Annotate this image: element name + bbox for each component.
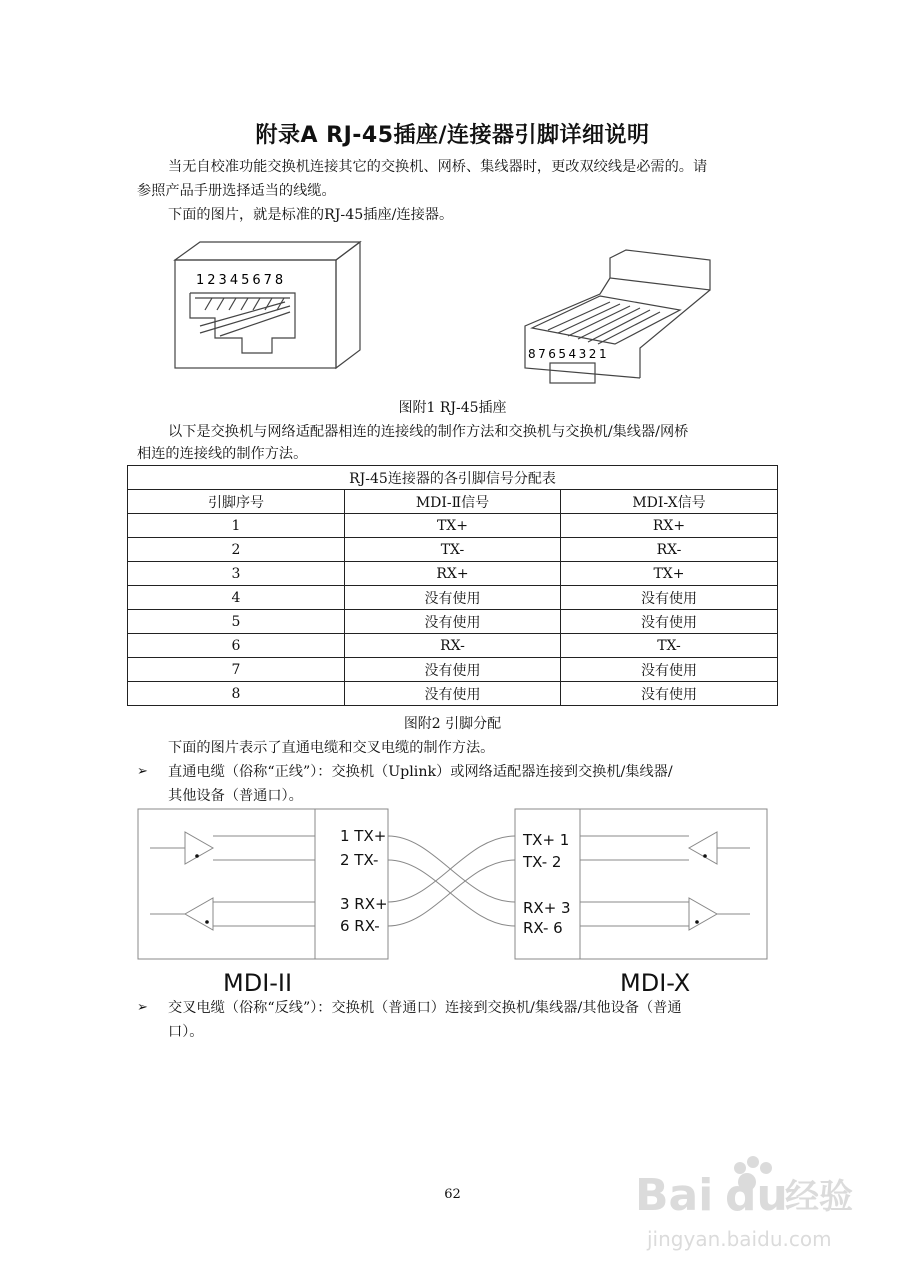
table-row (128, 586, 778, 610)
mdi-x-label: MDI-X (620, 969, 691, 996)
table-caption: 图附2 引脚分配 (403, 716, 502, 732)
wiring-diagram (135, 806, 775, 996)
page-number: 62 (444, 1187, 461, 1202)
watermark-url: jingyan.baidu.com (647, 1227, 832, 1251)
watermark-product: 经验 (785, 1177, 853, 1217)
crossover-cable-lines (388, 836, 515, 926)
bullet-arrow-icon: ➢ (137, 764, 148, 779)
left-pin-label: 2 TX- (340, 851, 379, 869)
header-mdi-x: MDI-X信号 (561, 490, 778, 514)
pin-assignment-table (127, 465, 778, 706)
cell-mdi-ii: RX+ (345, 562, 561, 586)
plug-pin-labels: 87654321 (528, 347, 610, 361)
right-pin-label: TX- 2 (523, 853, 562, 871)
table-title-row (128, 466, 778, 490)
intro-line-1: 当无自校准功能交换机连接其它的交换机、网桥、集线器时，更改双绞线是必需的。请 (168, 159, 708, 175)
cell-mdi-x: TX+ (561, 562, 778, 586)
cell-mdi-x: 没有使用 (561, 658, 778, 682)
table-header-row (128, 490, 778, 514)
cell-pin: 5 (128, 610, 345, 634)
intro-line-3: 下面的图片，就是标准的RJ-45插座/连接器。 (168, 207, 454, 223)
intro-line-2: 参照产品手册选择适当的线缆。 (137, 183, 336, 199)
rj45-figure (160, 238, 740, 398)
para2-line-2: 相连的连接线的制作方法。 (137, 446, 308, 462)
cell-mdi-ii: 没有使用 (345, 586, 561, 610)
header-pin: 引脚序号 (128, 490, 345, 514)
table-row (128, 562, 778, 586)
cell-pin: 3 (128, 562, 345, 586)
para2-line-1: 以下是交换机与网络适配器相连的连接线的制作方法和交换机与交换机/集线器/网桥 (168, 424, 689, 440)
table-row (128, 610, 778, 634)
rx-amplifier-icon (689, 832, 717, 864)
watermark-brand: Bai (635, 1170, 714, 1221)
bullet2-line-1: 交叉电缆（俗称“反线”）：交换机（普通口）连接到交换机/集线器/其他设备（普通 (168, 1000, 682, 1016)
cell-mdi-ii: 没有使用 (345, 658, 561, 682)
cell-mdi-ii: RX- (345, 634, 561, 658)
para3: 下面的图片表示了直通电缆和交叉电缆的制作方法。 (168, 740, 495, 756)
right-pin-label: RX+ 3 (523, 899, 571, 917)
tx-amplifier-icon (689, 898, 717, 930)
table-row (128, 514, 778, 538)
left-pin-label: 6 RX- (340, 917, 380, 935)
rx-amplifier-icon (185, 898, 213, 930)
figure1-caption: 图附1 RJ-45插座 (398, 400, 507, 416)
left-pin-label: 3 RX+ (340, 895, 388, 913)
cell-pin: 1 (128, 514, 345, 538)
rj45-plug-drawing (525, 250, 710, 383)
cell-mdi-x: TX- (561, 634, 778, 658)
table-row (128, 682, 778, 706)
cell-pin: 8 (128, 682, 345, 706)
header-mdi-ii: MDI-Ⅱ信号 (345, 490, 561, 514)
bullet1-line-2: 其他设备（普通口）。 (168, 788, 303, 804)
cell-pin: 6 (128, 634, 345, 658)
bullet2-line-2: 口）。 (168, 1024, 204, 1040)
cell-mdi-x: RX- (561, 538, 778, 562)
rj45-socket-drawing (175, 242, 360, 368)
cell-mdi-ii: TX+ (345, 514, 561, 538)
cell-mdi-x: 没有使用 (561, 610, 778, 634)
tx-amplifier-icon (185, 832, 213, 864)
mdi-ii-label: MDI-II (223, 969, 293, 996)
bullet-arrow-icon: ➢ (137, 1000, 148, 1015)
cell-mdi-ii: TX- (345, 538, 561, 562)
cell-mdi-x: RX+ (561, 514, 778, 538)
page-title: 附录A RJ-45插座/连接器引脚详细说明 (255, 123, 650, 148)
bullet1-line-1: 直通电缆（俗称“正线”）：交换机（Uplink）或网络适配器连接到交换机/集线器/ (168, 764, 673, 780)
table-row (128, 634, 778, 658)
table-row (128, 538, 778, 562)
cell-mdi-ii: 没有使用 (345, 682, 561, 706)
cell-pin: 7 (128, 658, 345, 682)
cell-mdi-ii: 没有使用 (345, 610, 561, 634)
cell-pin: 4 (128, 586, 345, 610)
watermark-brand-2: du (725, 1170, 788, 1221)
cell-mdi-x: 没有使用 (561, 682, 778, 706)
cell-pin: 2 (128, 538, 345, 562)
socket-pin-labels: 12345678 (196, 273, 287, 288)
table-title: RJ-45连接器的各引脚信号分配表 (128, 466, 778, 490)
cell-mdi-x: 没有使用 (561, 586, 778, 610)
table-row (128, 658, 778, 682)
right-pin-label: TX+ 1 (523, 831, 570, 849)
right-pin-label: RX- 6 (523, 919, 563, 937)
baidu-jingyan-watermark (635, 1150, 865, 1260)
left-pin-label: 1 TX+ (340, 827, 387, 845)
